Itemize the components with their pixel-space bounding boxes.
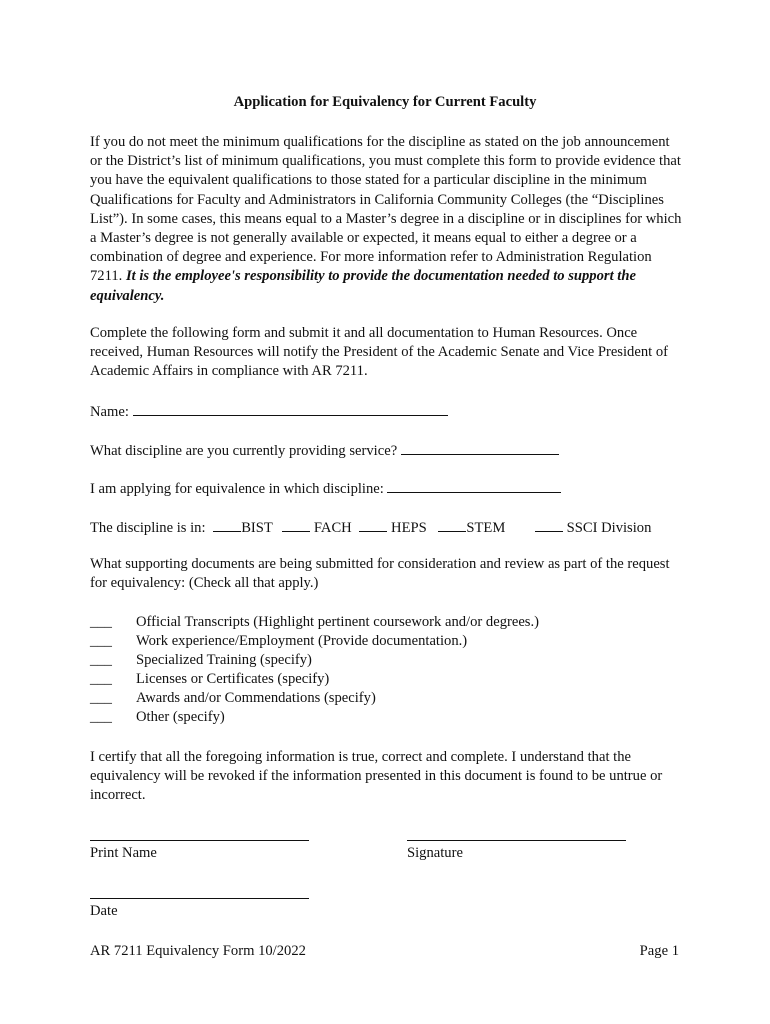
document-checkbox[interactable]: ___ — [90, 671, 112, 687]
list-item — [0, 632, 770, 652]
name-field[interactable] — [133, 401, 448, 416]
name-row — [90, 401, 682, 422]
intro-paragraph — [90, 133, 682, 306]
signature-line[interactable] — [407, 840, 626, 841]
document-label: Licenses or Certificates (specify) — [136, 671, 330, 687]
document-checkbox[interactable]: ___ — [90, 652, 112, 668]
document-label: Awards and/or Commendations (specify) — [136, 690, 376, 706]
list-item — [0, 670, 770, 690]
division-check-fach[interactable] — [282, 517, 310, 532]
division-stem-label: STEM — [466, 520, 506, 536]
document-label: Official Transcripts (Highlight pertinent coursework and/or degrees.) — [136, 614, 539, 630]
division-label: The discipline is in: — [90, 520, 206, 536]
document-checkbox[interactable]: ___ — [90, 709, 112, 725]
form-title: Application for Equivalency for Current Faculty — [233, 94, 537, 110]
division-check-bist[interactable] — [213, 517, 241, 532]
document-checkbox[interactable]: ___ — [90, 690, 112, 706]
current-discipline-label: What discipline are you currently providing service? — [90, 443, 398, 459]
instructions-paragraph: Complete the following form and submit it and all documentation to Human Resources. Once received, Human Resources will notify the President of the Academic Senate and Vice President of Academic Affairs in compliance with AR 7211. — [90, 325, 668, 380]
list-item — [0, 651, 770, 671]
list-item — [0, 613, 770, 633]
division-check-heps[interactable] — [359, 517, 387, 532]
date-label: Date — [90, 903, 118, 919]
certification-paragraph: I certify that all the foregoing information is true, correct and complete. I understand that the equivalency will be revoked if the information presented in this document is found to be untrue or incorrect. — [90, 749, 663, 804]
division-check-ssci[interactable] — [535, 517, 563, 532]
name-label: Name: — [90, 404, 129, 420]
applying-discipline-label: I am applying for equivalence in which discipline: — [90, 481, 384, 497]
intro-emphasis: It is the employee's responsibility to provide the documentation needed to support the equivalency. — [90, 268, 636, 304]
division-check-stem[interactable] — [438, 517, 466, 532]
document-checkbox[interactable]: ___ — [90, 614, 112, 630]
footer-page-number: Page 1 — [639, 943, 679, 959]
list-item — [0, 708, 770, 728]
document-checkbox[interactable]: ___ — [90, 633, 112, 649]
division-fach-label: FACH — [313, 520, 352, 536]
document-label: Specialized Training (specify) — [136, 652, 312, 668]
print-name-line[interactable] — [90, 840, 309, 841]
applying-discipline-row — [90, 478, 682, 499]
footer-form-id: AR 7211 Equivalency Form 10/2022 — [90, 943, 306, 959]
signature-label: Signature — [407, 845, 463, 861]
intro-text: If you do not meet the minimum qualifications for the discipline as stated on the job announcement or the District’s list of minimum qualifications, you must complete this form to provide evidence that you have the equivalent qualifications to those stated for a particular discipline in the minimum Qualifications for Faculty and Administrators in California Community Colleges (the “Disciplines List”). In some cases, this means equal to a Master’s degree in a discipline or in disciplines for which a Master’s degree is not generally available or expected, it means equal to either a degree or a combination of degree and experience. For more information refer to Administration Regulation 7211. — [90, 134, 682, 285]
current-discipline-field[interactable] — [401, 440, 559, 455]
current-discipline-row — [90, 440, 682, 461]
print-name-label: Print Name — [90, 845, 157, 861]
division-row — [90, 517, 682, 538]
applying-discipline-field[interactable] — [387, 478, 561, 493]
division-ssci-label: SSCI Division — [566, 520, 652, 536]
list-item — [0, 689, 770, 709]
documents-prompt: What supporting documents are being submitted for consideration and review as part of the request for equivalency: (Check all that apply.) — [90, 556, 670, 592]
document-label: Work experience/Employment (Provide documentation.) — [136, 633, 468, 649]
division-bist-label: BIST — [241, 520, 273, 536]
document-label: Other (specify) — [136, 709, 225, 725]
date-line[interactable] — [90, 898, 309, 899]
division-heps-label: HEPS — [391, 520, 427, 536]
